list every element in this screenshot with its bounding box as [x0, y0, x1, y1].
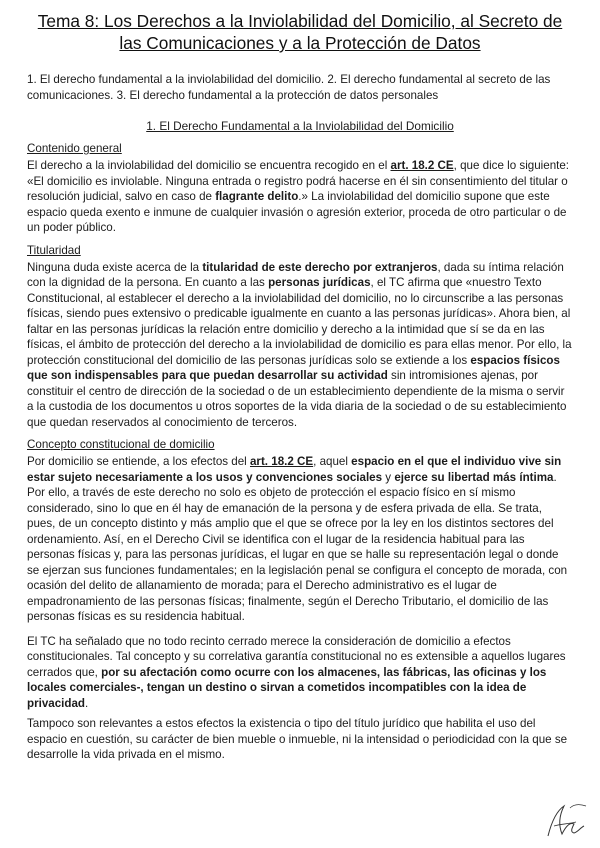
bold-term: por su afectación como ocurre con los almacenes, las fábricas, las oficinas y los locales comerciales-, tengan un destino o sirvan a cometidos incompatibles con la idea de privacidad: [27, 665, 547, 710]
section-title: 1. El Derecho Fundamental a la Inviolabilidad del Domicilio: [146, 119, 454, 133]
bold-term: flagrante delito: [215, 190, 299, 203]
intro-summary: 1. El derecho fundamental a la inviolabilidad del domicilio. 2. El derecho fundamental al secreto de las comunicaciones. 3. El derecho fundamental a la protección de datos personales: [27, 73, 551, 102]
article-reference: art. 18.2 CE: [390, 159, 454, 172]
document-title: Tema 8: Los Derechos a la Inviolabilidad del Domicilio, al Secreto de las Comunicaciones y a la Protección de Datos: [37, 11, 563, 53]
paragraph-concepto-1: Por domicilio se entiende, a los efectos del art. 18.2 CE, aquel espacio en el que el individuo vive sin estar sujeto necesariamente a los usos y convenciones sociales y ejerce su libertad más íntima. Por ello, a través de este derecho no solo es objeto de protección el espacio físico en sí mismo considerado, sino lo que en él hay de emanación de la persona y de esfera privada de ella. Se trata, pues, de un concepto distinto y más amplio que el que se ofrece por la ley en los distintos sectores del ordenamiento. Así, en el Derecho Civil se identifica con el lugar de la residencia habitual para las personas físicas y, para las personas jurídicas, el lugar en que se halle su representación legal o donde se ejerzan sus funciones fundamentales; en la legislación penal se configura el concepto de morada, con ocasión del delito de allanamiento de morada; para el Derecho administrativo es el lugar de empadronamiento de las personas físicas; finalmente, según el Derecho Tributario, el domicilio de las personas físicas es su residencia habitual.: [27, 455, 568, 623]
article-reference: art. 18.2 CE: [249, 455, 314, 468]
bold-term: titularidad de este derecho por extranjeros: [202, 260, 438, 274]
signature-mark: [540, 800, 592, 842]
subheading-concepto: Concepto constitucional de domicilio: [27, 438, 215, 451]
paragraph-contenido: El derecho a la inviolabilidad del domicilio se encuentra recogido en el art. 18.2 CE, que dice lo siguiente: «El domicilio es inviolable. Ninguna entrada o registro podrá hacerse en él sin consentimiento del titular o resolución judicial, salvo en caso de flagrante delito.» La inviolabilidad del domicilio supone que este espacio queda exento e inmune de cualquier invasión o agresión exterior, proceda de otro particular o de un poder público.: [27, 159, 570, 234]
document-page: [27, 10, 573, 763]
bold-term: espacios físicos que son indispensables para que puedan desarrollar su actividad: [27, 353, 560, 382]
subheading-titularidad: Titularidad: [27, 243, 81, 257]
bold-term: espacio en el que el individuo vive sin estar sujeto necesariamente a los usos y convenciones sociales: [27, 455, 562, 484]
bold-term: personas jurídicas: [268, 276, 371, 289]
paragraph-titularidad: Ninguna duda existe acerca de la titularidad de este derecho por extranjeros, dada su íntima relación con la dignidad de la persona. En cuanto a las personas jurídicas, el TC afirma que «nuestro Texto Constitucional, al establecer el derecho a la inviolabilidad del domicilio, no lo circunscribe a las personas físicas, siendo pues extensivo o predicable igualmente en cuanto a las personas jurídicas». Ahora bien, al faltar en las personas jurídicas la relación entre domicilio y derecho a la intimidad que sí se da en las físicas, el ámbito de protección del derecho a la inviolabilidad de domicilio es para ellas menor. Por ello, la protección constitucional del domicilio de las personas jurídicas solo se extiende a los espacios físicos que son indispensables para que puedan desarrollar su actividad sin intromisiones ajenas, por constituir el centro de dirección de la sociedad o de un establecimiento dependiente de la misma o servir a la custodia de los documentos u otros soportes de la vida diaria de la sociedad o de su establecimiento que quedan reservados al conocimiento de terceros.: [27, 260, 572, 429]
subheading-contenido: Contenido general: [27, 142, 122, 155]
paragraph-concepto-3: Tampoco son relevantes a estos efectos la existencia o tipo del título jurídico que habilita el uso del espacio en cuestión, su carácter de bien mueble o inmueble, ni la intensidad o periodicidad con la que se desarrolle la vida privada en el mismo.: [27, 717, 568, 761]
paragraph-concepto-2: El TC ha señalado que no todo recinto cerrado merece la consideración de domicilio a efectos constitucionales. Tal concepto y su correlativa garantía constitucional no es extensible a aquellos lugares cerrados que, por su afectación como ocurre con los almacenes, las fábricas, las oficinas y los locales comerciales-, tengan un destino o sirvan a cometidos incompatibles con la idea de privacidad.: [27, 634, 566, 710]
bold-term: ejerce su libertad más íntima: [394, 470, 554, 484]
